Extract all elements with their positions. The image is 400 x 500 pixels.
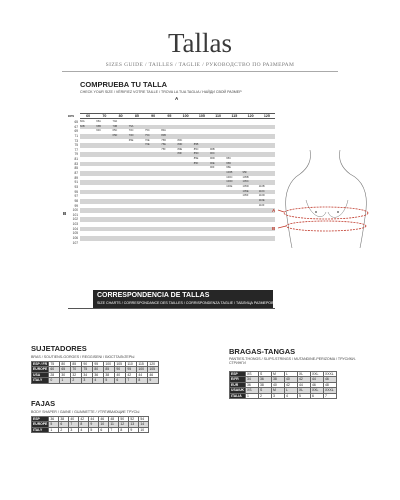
grid-column-header: 115 bbox=[231, 114, 238, 118]
row-header-cell: USA bbox=[32, 372, 49, 377]
grid-cell: 60A bbox=[80, 120, 85, 123]
grid-cell: 105E bbox=[242, 189, 249, 193]
row-header-cell: ITALY bbox=[32, 378, 49, 383]
row-header-cell: E/FR bbox=[230, 377, 246, 382]
table-cell: 10 bbox=[139, 427, 149, 432]
page-title: Tallas bbox=[167, 28, 233, 58]
table-cell: 42 bbox=[298, 377, 311, 382]
table-cell: 95 bbox=[126, 367, 137, 372]
grid-cell: 95F bbox=[242, 171, 247, 175]
table-cell: 34 bbox=[82, 372, 93, 377]
table-cell: 80 bbox=[93, 367, 104, 372]
table-cell: 60 bbox=[49, 367, 60, 372]
axis-a-label: A bbox=[175, 96, 179, 101]
row-header-cell: ESP / FR bbox=[33, 362, 48, 366]
table-cell: 38 bbox=[259, 382, 272, 387]
grid-cell: 90C bbox=[210, 152, 215, 156]
grid-cell: 65E bbox=[128, 138, 134, 142]
grid-cell: 65C bbox=[112, 129, 118, 133]
grid-cell: 65D bbox=[112, 133, 118, 137]
row-header-cell: ESP bbox=[32, 417, 49, 422]
grid-cell: 85B bbox=[193, 143, 199, 147]
grid-row-label: 89 bbox=[74, 175, 78, 180]
grid-cell bbox=[210, 241, 226, 246]
table-cell: 42 bbox=[285, 382, 298, 387]
grid-cell: 70E bbox=[145, 138, 150, 142]
grid-row-label: 104 bbox=[72, 226, 78, 231]
table-cell: 38 bbox=[272, 377, 285, 382]
table-row bbox=[32, 378, 159, 383]
grid-cell: 70E bbox=[145, 143, 150, 147]
table-cell: 7 bbox=[69, 422, 79, 427]
table-cell: 65 bbox=[60, 367, 71, 372]
grid-row-label: 83 bbox=[74, 161, 78, 166]
title-divider bbox=[62, 71, 338, 72]
table-cell: 48 bbox=[109, 417, 119, 422]
grid-row-label: 106 bbox=[72, 236, 78, 241]
table-cell: 8 bbox=[137, 378, 148, 383]
row-header-cell: ESP bbox=[230, 372, 246, 377]
table-cell: 36 bbox=[246, 382, 259, 387]
table-cell: 90 bbox=[115, 367, 126, 372]
axis-b-label: B bbox=[63, 211, 67, 216]
grid-row-label: 65 bbox=[74, 120, 78, 124]
table-cell: 90 bbox=[82, 362, 93, 367]
grid-cell: 60C bbox=[96, 129, 102, 133]
table-cell: 0 bbox=[49, 378, 60, 383]
bras-table bbox=[31, 361, 159, 384]
table-cell: 52 bbox=[129, 417, 139, 422]
shapers-table bbox=[31, 416, 149, 433]
table-cell: 95 bbox=[93, 362, 104, 367]
table-cell: 85 bbox=[104, 367, 115, 372]
table-row bbox=[32, 372, 159, 377]
grid-cell: 80C bbox=[177, 138, 183, 142]
grid-column-header: 60 bbox=[86, 114, 91, 118]
table-cell: 5 bbox=[49, 422, 59, 427]
row-header-cell: ITALIA bbox=[230, 393, 246, 398]
grid-row-label: 67 bbox=[74, 124, 78, 129]
grid-cell: 70C bbox=[128, 129, 134, 133]
grid-cell: 110F bbox=[258, 203, 265, 207]
table-cell: 9 bbox=[89, 422, 99, 427]
table-cell: 6 bbox=[99, 427, 109, 432]
table-cell: 4 bbox=[79, 427, 89, 432]
table-cell: 28 bbox=[49, 372, 60, 377]
bras-subtitle: BRAS / SOUTIENS-GORGES / REGGISENI / БЮСТГАЛЬТЕРЫ bbox=[31, 355, 135, 359]
grid-cell: 80E bbox=[177, 147, 183, 151]
size-grid bbox=[72, 120, 275, 245]
grid-cell: 110E bbox=[258, 198, 265, 202]
table-cell: 4 bbox=[93, 378, 104, 383]
illustration-b-label: B bbox=[272, 226, 276, 231]
grid-cell: 65B bbox=[96, 124, 101, 128]
correspondence-banner bbox=[93, 290, 273, 308]
grid-cell: 90D bbox=[210, 157, 215, 161]
table-cell: 7 bbox=[126, 378, 137, 383]
table-cell: 42 bbox=[126, 372, 137, 377]
grid-row-label: 87 bbox=[74, 171, 78, 176]
grid-row-label: 73 bbox=[74, 138, 78, 143]
row-header-cell: EUROPE bbox=[33, 422, 48, 427]
table-cell: 80 bbox=[60, 362, 71, 367]
grid-cell: 80F bbox=[177, 152, 182, 156]
table-cell: 38 bbox=[104, 372, 115, 377]
grid-cell: 95D bbox=[226, 161, 232, 165]
correspondence-subtitle: SIZE CHARTS / CORRESPONDANCE DES TAILLES / CORRISPONDENZA TAGLIE / ТАБЛИЦА РАЗМЕРОВ bbox=[97, 301, 274, 305]
grid-cell: 100E bbox=[226, 184, 233, 188]
cm-label: cm bbox=[68, 113, 74, 118]
table-cell: L bbox=[285, 372, 298, 377]
grid-column-header: 125 bbox=[263, 114, 270, 118]
table-cell: 1 bbox=[60, 378, 71, 383]
table-cell: 36 bbox=[93, 372, 104, 377]
table-cell: 13 bbox=[129, 422, 139, 427]
table-cell: 115 bbox=[137, 362, 148, 367]
table-cell: 40 bbox=[272, 382, 285, 387]
table-cell: 40 bbox=[115, 372, 126, 377]
table-cell: 6 bbox=[59, 422, 69, 427]
table-cell: 7 bbox=[109, 427, 119, 432]
correspondence-title: CORRESPONDENCIA DE TALLAS bbox=[97, 292, 210, 299]
table-cell: 9 bbox=[148, 378, 159, 383]
briefs-subtitle: PANTIES-THONGS / SLIPS-STRINGS / MUTANDINE-PERIZOMA / ТРУСИКИ-СТРИНГИ bbox=[229, 357, 356, 365]
table-cell: 1 bbox=[246, 393, 259, 398]
table-cell: 75 bbox=[82, 367, 93, 372]
grid-row-label: 71 bbox=[74, 133, 78, 138]
table-cell: 100 bbox=[137, 367, 148, 372]
table-cell: 46 bbox=[324, 377, 337, 382]
table-cell: 10 bbox=[99, 422, 109, 427]
grid-cell: 80A bbox=[161, 129, 166, 133]
row-header-cell: EUR bbox=[230, 382, 246, 387]
row-header-cell: USA/UK bbox=[231, 388, 244, 393]
table-cell: 5 bbox=[298, 393, 311, 398]
grid-cell: 105C bbox=[242, 180, 249, 184]
grid-cell: 100D bbox=[226, 180, 233, 184]
grid-cell: 85E bbox=[193, 157, 199, 161]
grid-cell: 75C bbox=[145, 133, 150, 137]
grid-cell bbox=[161, 241, 177, 246]
table-cell: 44 bbox=[311, 377, 324, 382]
table-cell: 3 bbox=[272, 393, 285, 398]
grid-row-label: 91 bbox=[74, 180, 78, 185]
table-cell: 32 bbox=[71, 372, 82, 377]
table-cell: 44 bbox=[89, 417, 99, 422]
table-cell: XXL bbox=[311, 388, 324, 393]
grid-row-label: 102 bbox=[72, 217, 78, 222]
grid-cell: 80D bbox=[177, 143, 183, 147]
shapers-title: FAJAS bbox=[31, 399, 56, 408]
table-cell: 6 bbox=[115, 378, 126, 383]
table-cell: 34 bbox=[246, 377, 259, 382]
table-cell: S bbox=[259, 372, 272, 377]
size-check-subtitle: CHECK YOUR SIZE / VÉRIFIEZ VOTRE TAILLE / TROVA LA TUA TAGLIA / НАЙДИ СВОЙ РАЗМЕР bbox=[80, 90, 242, 94]
grid-cell: 85D bbox=[193, 152, 199, 156]
grid-cell: 85F bbox=[193, 161, 199, 165]
grid-cell: 75C bbox=[145, 129, 150, 133]
grid-column-header: 95 bbox=[167, 114, 172, 118]
grid-row-label: 99 bbox=[74, 203, 78, 208]
table-cell: XXXL bbox=[324, 388, 337, 393]
table-cell: M bbox=[272, 372, 285, 377]
table-cell: 85 bbox=[71, 362, 82, 367]
table-row bbox=[32, 427, 149, 432]
table-cell: 120 bbox=[148, 362, 159, 367]
table-cell: 3 bbox=[82, 378, 93, 383]
table-cell: 8 bbox=[119, 427, 129, 432]
grid-cell: 95E bbox=[226, 166, 231, 170]
table-cell: 2 bbox=[259, 393, 272, 398]
grid-cell: 105B bbox=[242, 175, 249, 179]
grid-row-label: 100 bbox=[72, 208, 78, 213]
grid-row-label: 103 bbox=[72, 222, 78, 227]
grid-row-label: 81 bbox=[74, 157, 78, 162]
grid-column-header: 105 bbox=[198, 114, 205, 118]
table-cell: XL bbox=[298, 388, 311, 393]
table-cell: 11 bbox=[109, 422, 119, 427]
grid-column-header: 110 bbox=[215, 114, 222, 118]
grid-cell: 85C bbox=[193, 147, 199, 151]
grid-row-label: 69 bbox=[74, 129, 78, 134]
table-cell: M bbox=[272, 388, 285, 393]
grid-cell: 90B bbox=[210, 147, 215, 151]
row-header-cell: EUROPE bbox=[33, 367, 48, 372]
grid-cell: 75A bbox=[128, 124, 134, 128]
grid-column-header: 70 bbox=[102, 114, 107, 118]
table-cell: 5 bbox=[89, 427, 99, 432]
table-cell: 36 bbox=[49, 417, 59, 422]
table-cell: 7 bbox=[324, 393, 337, 398]
grid-cell bbox=[80, 241, 96, 246]
illustration-a-label: A bbox=[272, 208, 276, 213]
table-cell: XS bbox=[246, 372, 259, 377]
grid-row-label: 101 bbox=[72, 212, 78, 217]
table-cell: 75 bbox=[49, 362, 60, 367]
grid-row-label: 75 bbox=[74, 143, 78, 148]
grid-row-label: 85 bbox=[74, 166, 78, 171]
grid-cell: 80B bbox=[161, 133, 166, 137]
grid-cell bbox=[243, 241, 259, 246]
grid-column-header: 80 bbox=[118, 114, 123, 118]
table-cell: 1 bbox=[49, 427, 59, 432]
table-cell: 42 bbox=[79, 417, 89, 422]
grid-cell: 100C bbox=[226, 175, 233, 179]
table-cell: 105 bbox=[115, 362, 126, 367]
table-cell: 3 bbox=[69, 427, 79, 432]
shapers-subtitle: BODY SHAPER / GAINE / GUAINETTE / УТЯГИВАЮЩИЕ ТРУСЫ bbox=[31, 410, 140, 414]
grid-cell: 110B bbox=[258, 184, 265, 188]
table-row bbox=[230, 393, 337, 398]
table-cell: S bbox=[259, 388, 272, 393]
table-cell: XL bbox=[298, 372, 311, 377]
grid-cell: 110D bbox=[258, 194, 265, 198]
table-cell: 38 bbox=[59, 417, 69, 422]
grid-cell: 90F bbox=[210, 166, 215, 170]
table-cell: 12 bbox=[119, 422, 129, 427]
table-cell: 46 bbox=[99, 417, 109, 422]
size-grid-header bbox=[80, 113, 275, 119]
grid-cell: 65A bbox=[96, 120, 101, 123]
table-cell: 44 bbox=[298, 382, 311, 387]
table-cell: 70 bbox=[71, 367, 82, 372]
grid-cell bbox=[178, 241, 194, 246]
grid-cell: 105D bbox=[242, 184, 249, 188]
table-cell: 8 bbox=[79, 422, 89, 427]
table-cell: 46 bbox=[148, 372, 159, 377]
grid-cell: 95C bbox=[226, 157, 232, 161]
grid-row-label: 93 bbox=[74, 184, 78, 189]
grid-row-label: 107 bbox=[72, 240, 78, 245]
table-cell: 5 bbox=[104, 378, 115, 383]
table-cell: 2 bbox=[71, 378, 82, 383]
grid-cell: 75D bbox=[161, 138, 167, 142]
grid-row-label: 95 bbox=[74, 189, 78, 194]
grid-cell bbox=[145, 241, 161, 246]
bust-measure-illustration bbox=[270, 130, 380, 250]
table-cell: 2 bbox=[59, 427, 69, 432]
row-header-cell: ITALY bbox=[32, 427, 49, 432]
grid-cell bbox=[113, 241, 129, 246]
grid-column-header: 100 bbox=[182, 114, 189, 118]
table-cell: 50 bbox=[119, 417, 129, 422]
size-check-title: COMPRUEBA TU TALLA bbox=[80, 80, 168, 89]
grid-row-label: 98 bbox=[74, 198, 78, 203]
table-cell: 14 bbox=[139, 422, 149, 427]
table-cell: 105 bbox=[148, 367, 159, 372]
grid-cell: 70A bbox=[112, 120, 118, 123]
grid-cell bbox=[129, 241, 145, 246]
table-cell: L bbox=[285, 388, 298, 393]
grid-cell: 60B bbox=[80, 124, 85, 128]
table-cell: 36 bbox=[259, 377, 272, 382]
grid-cell: 90E bbox=[210, 161, 215, 165]
table-cell: XXL bbox=[311, 372, 324, 377]
grid-cell bbox=[194, 241, 210, 246]
briefs-table bbox=[229, 371, 337, 399]
bras-title: SUJETADORES bbox=[31, 344, 87, 353]
grid-cell bbox=[226, 241, 242, 246]
grid-row-label: 79 bbox=[74, 152, 78, 157]
page-subtitle: SIZES GUIDE / TAILLES / TAGLIE / РУКОВОДСТВО ПО РАЗМЕРАМ bbox=[105, 62, 295, 68]
table-row bbox=[32, 362, 159, 367]
grid-cell bbox=[96, 241, 112, 246]
table-cell: 54 bbox=[139, 417, 149, 422]
table-cell: 30 bbox=[60, 372, 71, 377]
grid-cell: 75F bbox=[161, 147, 166, 151]
table-cell: 6 bbox=[311, 393, 324, 398]
table-cell: XS bbox=[246, 388, 259, 393]
grid-column-header: 85 bbox=[134, 114, 139, 118]
grid-cell: 110C bbox=[258, 189, 265, 193]
grid-bottom-line bbox=[68, 308, 275, 309]
grid-cell: 105F bbox=[242, 194, 249, 198]
grid-row bbox=[72, 240, 275, 246]
grid-row-label: 77 bbox=[74, 147, 78, 152]
grid-cell: 70B bbox=[112, 124, 118, 128]
table-cell: 48 bbox=[324, 382, 337, 387]
table-cell: 110 bbox=[126, 362, 137, 367]
grid-cell: 75E bbox=[161, 143, 166, 147]
grid-column-header: 120 bbox=[247, 114, 254, 118]
grid-cell: 70D bbox=[128, 133, 134, 137]
grid-row-label: 105 bbox=[72, 231, 78, 236]
table-cell: 9 bbox=[129, 427, 139, 432]
table-cell: 100 bbox=[104, 362, 115, 367]
table-cell: 46 bbox=[311, 382, 324, 387]
table-row bbox=[32, 367, 159, 372]
table-cell: 40 bbox=[69, 417, 79, 422]
table-cell: XXXL bbox=[324, 372, 337, 377]
grid-cell: 100B bbox=[226, 171, 233, 175]
table-cell: 40 bbox=[285, 377, 298, 382]
table-cell: 4 bbox=[285, 393, 298, 398]
grid-column-header: 90 bbox=[151, 114, 156, 118]
table-cell: 44 bbox=[137, 372, 148, 377]
grid-row-label: 97 bbox=[74, 194, 78, 199]
briefs-title: BRAGAS-TANGAS bbox=[229, 347, 296, 356]
